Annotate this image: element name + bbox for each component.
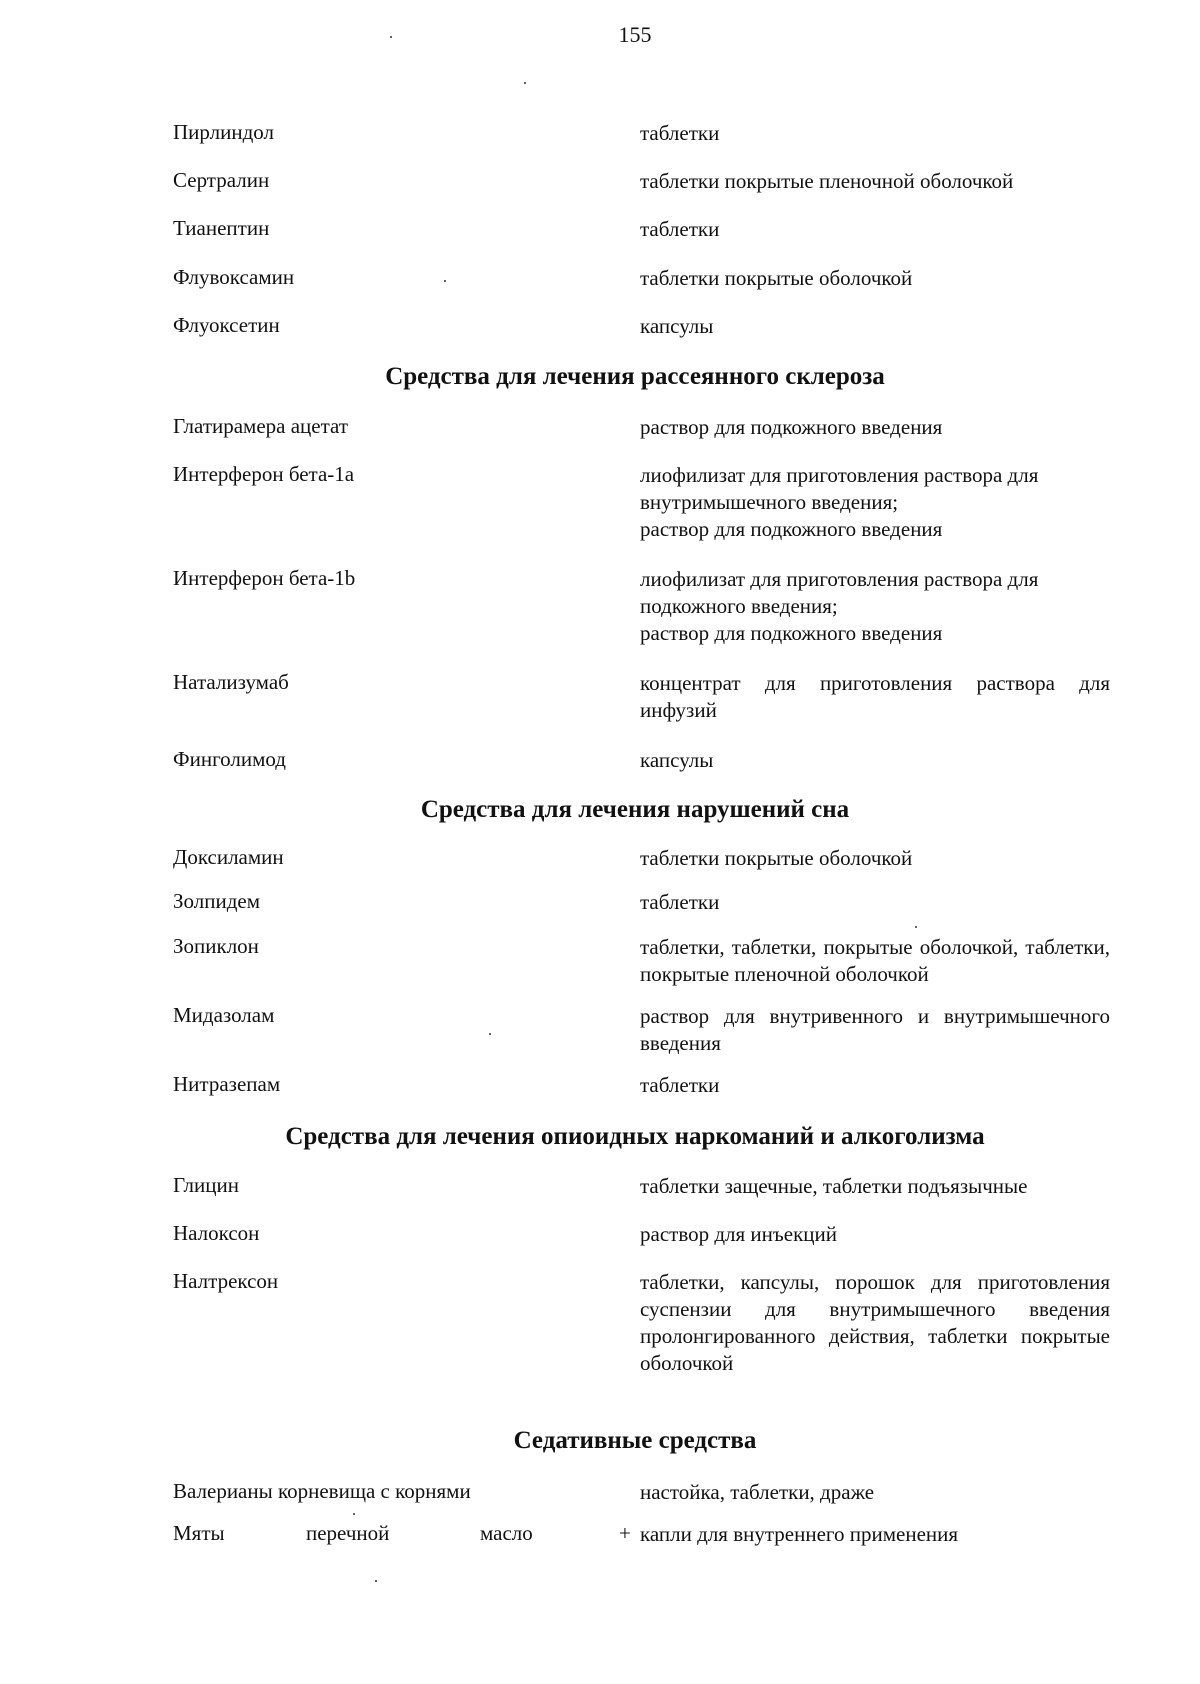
dosage-form: капли для внутреннего применения [640,1522,959,1546]
drug-name: Золпидем [173,889,260,913]
dosage-form: таблетки покрытые оболочкой [640,266,913,290]
drug-name: Интерферон бета-1b [173,566,356,590]
drug-name-word: перечной [306,1521,390,1545]
dosage-form: таблетки [640,890,720,914]
plus-sign: + [619,1521,631,1545]
drug-name: Глатирамера ацетат [173,414,349,438]
dosage-form: капсулы [640,748,714,772]
drug-name-word: масло [480,1521,533,1545]
section-heading: Средства для лечения рассеянного склероза [385,363,885,390]
section-heading: Седативные средства [513,1427,757,1454]
drug-name: Нитразепам [173,1072,281,1096]
drug-name: Налоксон [173,1221,260,1245]
dosage-form: концентрат для приготовления раствора для инфузий [640,671,1110,722]
drug-name: Пирлиндол [173,120,274,144]
drug-name: Флуоксетин [173,313,280,337]
dosage-form: раствор для инъекций [640,1222,837,1246]
dosage-form: таблетки [640,121,720,145]
drug-name: Натализумаб [173,670,289,694]
dosage-form: таблетки покрытые оболочкой [640,846,913,870]
drug-name: Флувоксамин [173,265,295,289]
drug-name: Тианептин [173,216,270,240]
drug-name: Финголимод [173,747,286,771]
section-heading: Средства для лечения опиоидных наркоманий и алкоголизма [285,1123,985,1150]
scan-speck [353,1513,355,1515]
drug-name: Налтрексон [173,1269,279,1293]
scan-speck [915,926,917,928]
section-heading: Средства для лечения нарушений сна [420,796,850,823]
dosage-form: таблетки [640,1073,720,1097]
dosage-form: таблетки, капсулы, порошок для приготовления суспензии для внутримышечного введения пролонгированного действия, таблетки покрытые оболочкой [640,1270,1110,1375]
dosage-form: лиофилизат для приготовления раствора для подкожного введения; раствор для подкожного введения [640,567,1039,645]
scan-speck [375,1580,377,1582]
dosage-form: раствор для внутривенного и внутримышечного введения [640,1004,1110,1055]
dosage-form: раствор для подкожного введения [640,415,943,439]
dosage-form: таблетки [640,217,720,241]
drug-name: Валерианы корневища с корнями [173,1479,471,1503]
dosage-form: настойка, таблетки, драже [640,1480,875,1504]
dosage-form: лиофилизат для приготовления раствора для внутримышечного введения; раствор для подкожного введения [640,463,1039,541]
scan-speck [524,82,526,84]
dosage-form: таблетки покрытые пленочной оболочкой [640,169,1014,193]
drug-name: Интерферон бета-1a [173,462,355,486]
dosage-form: таблетки защечные, таблетки подъязычные [640,1174,1028,1198]
scan-speck [444,280,446,282]
drug-name: Доксиламин [173,845,284,869]
drug-name: Сертралин [173,168,270,192]
scan-speck [489,1033,491,1035]
scan-speck [390,36,392,38]
dosage-form: таблетки, таблетки, покрытые оболочкой, таблетки, покрытые пленочной оболочкой [640,935,1110,986]
drug-name: Глицин [173,1173,239,1197]
drug-name-word: Мяты [173,1521,225,1545]
dosage-form: капсулы [640,314,714,338]
drug-name: Зопиклон [173,934,259,958]
page-number: 155 [618,22,652,47]
drug-name: Мидазолам [173,1003,275,1027]
